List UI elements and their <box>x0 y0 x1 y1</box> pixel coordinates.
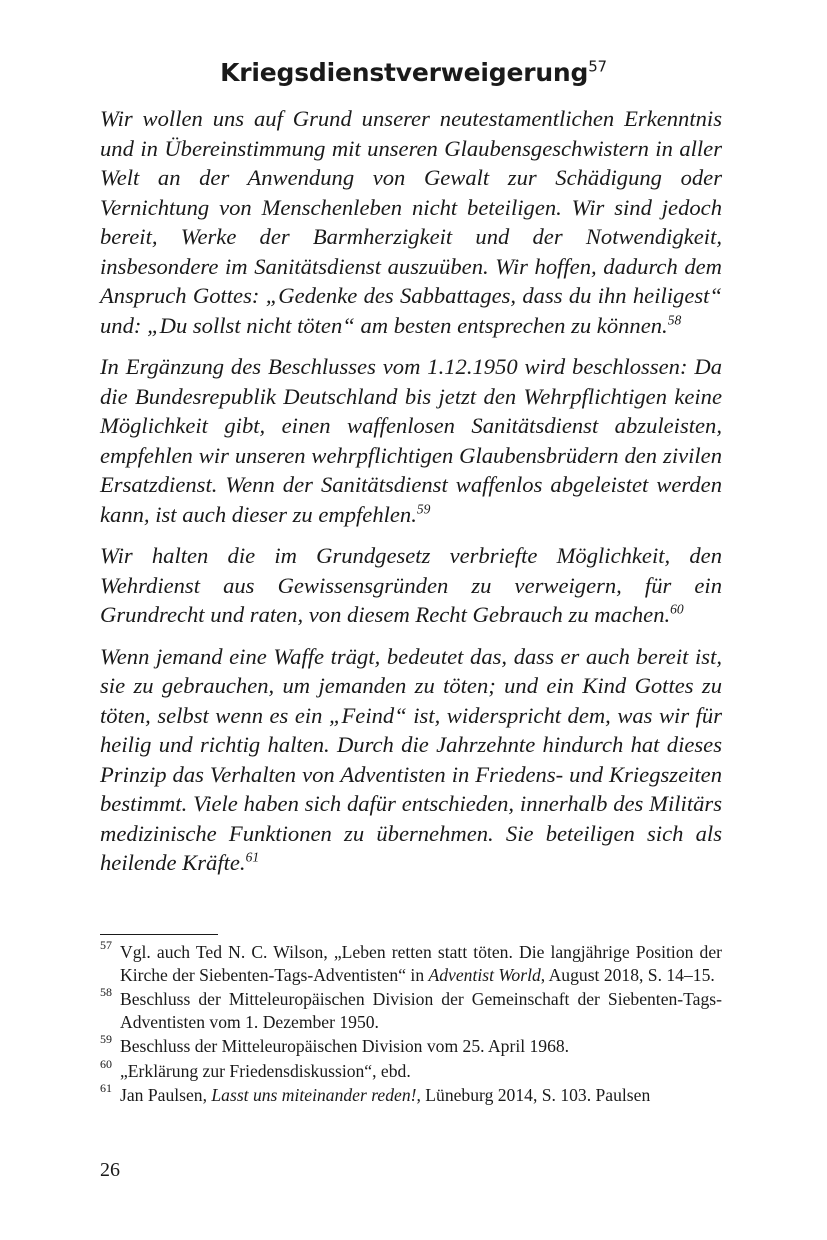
footnote-ref: 58 <box>667 311 682 327</box>
footnote-text: Jan Paulsen, <box>120 1085 212 1105</box>
paragraph-text: In Ergänzung des Beschlusses vom 1.12.1950 wird beschlossen: Da die Bundesrepublik Deutschland bis jetzt den Wehrpflichtigen keine Möglichkeit gibt, einen waffenlosen Sanitätsdienst abzuleisten, empfehlen wir unseren wehrpflichtigen Glaubensbrüdern den zivilen Ersatzdienst. Wenn der Sanitätsdienst waffenlos abgeleistet werden kann, ist auch dieser zu empfehlen. <box>100 354 722 527</box>
page-number: 26 <box>100 1159 120 1181</box>
paragraph-text: Wir wollen uns auf Grund unserer neutestamentlichen Erkenntnis und in Übereinstimmung mit unseren Glaubensgeschwistern in aller Welt an der Anwendung von Gewalt zur Schädigung oder Vernichtung von Menschenleben nicht beteiligen. Wir sind jedoch bereit, Werke der Barmherzigkeit und der Notwendigkeit, insbesondere im Sanitätsdienst auszuüben. Wir hoffen, dadurch dem Anspruch Gottes: „Gedenke des Sabbattages, dass du ihn heiligest“ und: „Du sollst nicht töten“ am besten entsprechen zu können. <box>100 106 722 338</box>
footnote-text: Vgl. auch Ted N. C. Wilson, „Leben retten statt töten. Die langjährige Position der Kirche der Siebenten-Tags-Adventisten“ in <box>120 942 722 985</box>
footnote-ref: 61 <box>245 849 260 865</box>
section-heading <box>100 56 727 90</box>
footnote-text: Beschluss der Mitteleuropäischen Division vom 25. April 1968. <box>120 1036 570 1056</box>
footnote <box>100 1032 722 1058</box>
body-text <box>100 104 722 890</box>
paragraph <box>100 104 722 340</box>
footnote-number: 61 <box>100 1081 112 1095</box>
footnote-text-after: , August 2018, S. 14–15. <box>540 964 715 985</box>
paragraph <box>100 352 722 529</box>
footnote-number: 59 <box>100 1032 112 1046</box>
paragraph-text: Wir halten die im Grundgesetz verbriefte Möglichkeit, den Wehrdienst aus Gewissensgründen zu verweigern, für ein Grundrecht und raten, von diesem Recht Gebrauch zu machen. <box>100 543 722 627</box>
footnote <box>100 985 722 1033</box>
footnote-number: 60 <box>100 1056 112 1071</box>
footnote <box>100 938 722 986</box>
paragraph <box>100 642 722 878</box>
footnote-text: „Erklärung zur Friedensdiskussion“, ebd. <box>120 1060 411 1081</box>
heading-text: Kriegsdienstverweigerung <box>220 58 589 87</box>
paragraph <box>100 541 722 630</box>
footnote-number: 57 <box>100 938 112 952</box>
footnote-text: Beschluss der Mitteleuropäischen Division der Gemeinschaft der Siebenten-Tags-Adventisten vom 1. Dezember 1950. <box>120 989 722 1032</box>
footnote-ref: 60 <box>670 601 684 617</box>
footnote <box>100 1081 722 1107</box>
footnote <box>100 1056 722 1083</box>
footnote-number: 58 <box>100 985 112 999</box>
paragraph-text: Wenn jemand eine Waffe trägt, bedeutet das, dass er auch bereit ist, sie zu gebrauchen, um jemanden zu töten; und ein Kind Gottes zu töten, selbst wenn es ein „Feind“ ist, widerspricht dem, was wir für heilig und richtig halten. Durch die Jahrzehnte hindurch hat dieses Prinzip das Verhalten von Adventisten in Friedens- und Kriegszeiten bestimmt. Viele haben sich dafür entschieden, innerhalb des Militärs medizinische Funktionen zu übernehmen. Sie beteiligen sich als heilende Kräfte. <box>100 643 722 875</box>
footnote-italic-text: Lasst uns miteinander reden! <box>211 1085 417 1105</box>
footnote-ref: 57 <box>588 57 607 76</box>
footnotes <box>100 938 722 1109</box>
footnote-italic-text: Adventist World <box>428 964 541 985</box>
footnote-divider <box>100 934 218 935</box>
footnote-ref: 59 <box>416 500 431 516</box>
footnote-text-after: , Lüneburg 2014, S. 103. Paulsen <box>416 1085 651 1105</box>
